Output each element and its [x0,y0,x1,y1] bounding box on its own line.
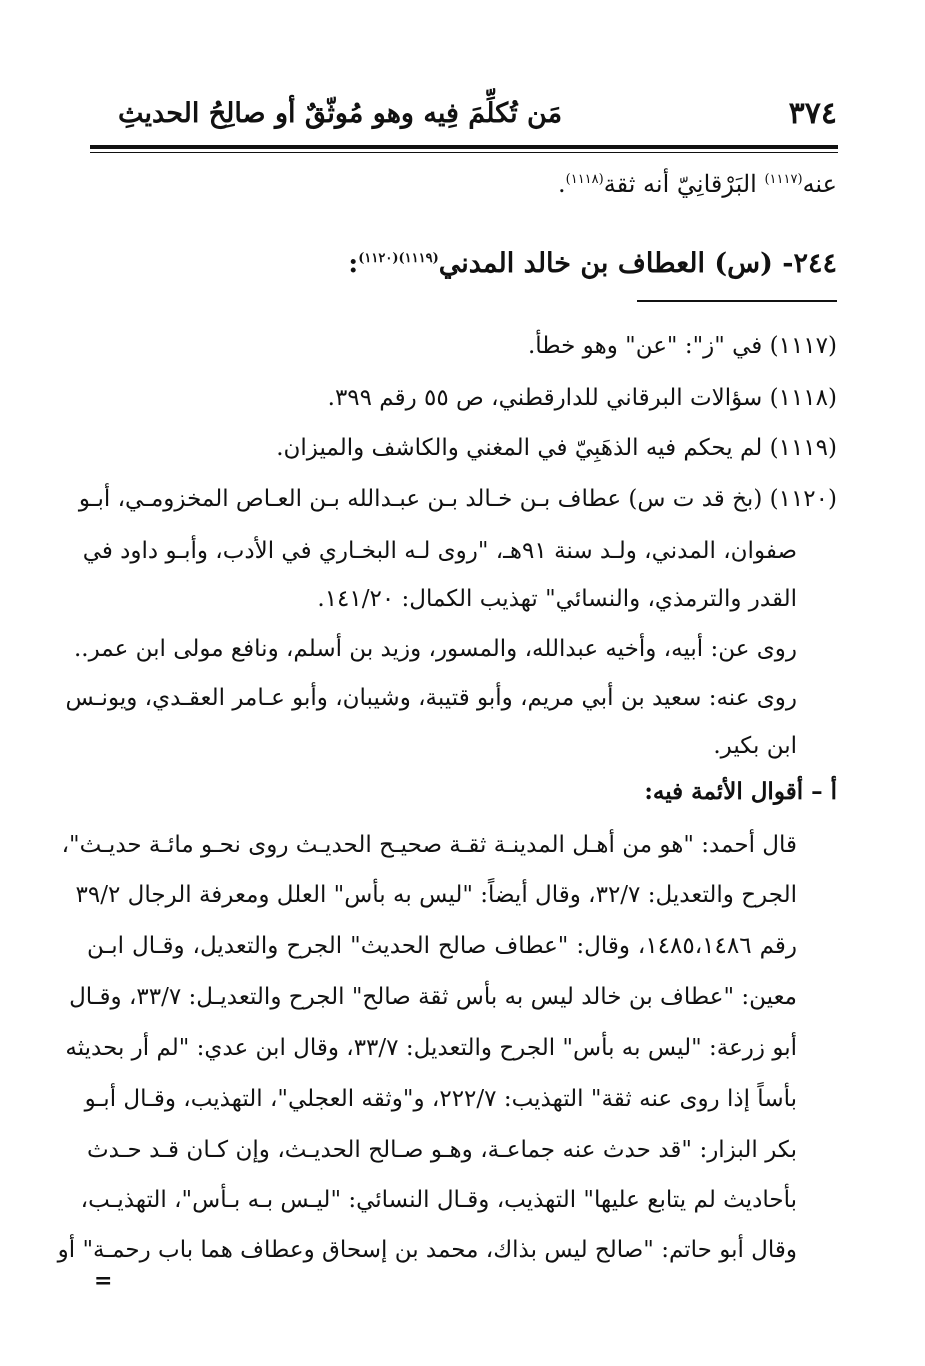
paragraph-line: بأحاديث لم يتابع عليها" التهذيب، وقـال النسائي: "ليـس بـه بـأس"، التهذيـب، [80,1187,797,1213]
footnote-ref: (١١١٧) [764,172,803,187]
footnote-continuation-line: روى عنه: سعيد بن أبي مريم، وأبو قتيبة، وشيبان، وأبو عـامر العقـدي، ويونـس [65,685,797,711]
body-text: عنه [802,170,837,198]
continuation-mark: = [94,1268,113,1294]
footnote-separator [637,300,837,302]
footnote-1118: (١١١٨) سؤالات البرقاني للدارقطني، ص ٥٥ رقم ٣٩٩. [327,385,837,411]
footnote-continuation-line: القدر والترمذي، والنسائي" تهذيب الكمال: ١٤١/٢٠. [317,586,797,612]
footnote-1119: (١١١٩) لم يحكم فيه الذهَبِيّ في المغني والكاشف والميزان. [276,435,837,461]
header-rule-thin [90,152,838,153]
footnote-ref: (١١١٨) [565,172,604,187]
footnote-ref: (١١١٩)(١١٢٠) [358,251,439,266]
running-header-title: مَن تُكلِّمَ فِيه وهو مُوثّقٌ أو صالِحُ الحديثِ [118,98,563,129]
paragraph-line: معين: "عطاف بن خالد ليس به بأس ثقة صالح" الجرح والتعديـل: ٣٣/٧، وقـال [69,984,797,1010]
paragraph-line: قال أحمد: "هو من أهـل المدينـة ثقـة صحيـح الحديـث روى نحـو مائـة حديـث"، [61,832,797,858]
page-number: ٣٧٤ [788,96,837,131]
header-rule-thick [90,145,838,149]
body-text: . [558,170,566,198]
paragraph-line: الجرح والتعديل: ٣٢/٧، وقال أيضاً: "ليس به بأس" العلل ومعرفة الرجال ٣٩/٢ [75,882,797,908]
footnote-continuation-line: صفوان، المدني، ولـد سنة ٩١هـ، "روى لـه البخـاري في الأدب، وأبـو داود في [82,538,797,564]
footnote-1120: (١١٢٠) (بخ قد ت س) عطاف بـن خـالد بـن عبـدالله بـن العـاص المخزومـي، أبـو [78,486,837,512]
section-heading: أ – أقوال الأئمة فيه: [644,778,837,805]
entry-heading-text: ٢٤٤- (س) العطاف بن خالد المدني [438,248,837,279]
paragraph-line: بكر البزار: "قد حدث عنه جماعـة، وهـو صـالح الحديـث، وإن كـان قـد حـدث [87,1137,797,1163]
body-text: البَرْقانِيّ أنه ثقة [603,170,765,198]
footnote-1117: (١١١٧) في "ز": "عن" وهو خطأ. [527,333,837,359]
paragraph-line: وقال أبو حاتم: "صالح ليس بذاك، محمد بن إسحاق وعطاف هما باب رحمـة" أو [57,1237,797,1263]
body-text-line [558,170,837,198]
entry-heading [348,248,837,279]
paragraph-line: رقم ١٤٨٥،١٤٨٦، وقال: "عطاف صالح الحديث" الجرح والتعديل، وقـال ابـن [87,933,797,959]
footnote-continuation-line: ابن بكير. [713,733,797,759]
footnote-continuation-line: روى عن: أبيه، وأخيه عبدالله، والمسور، وزيد بن أسلم، ونافع مولى ابن عمر.. [73,636,797,662]
paragraph-line: أبو زرعة: "ليس به بأس" الجرح والتعديل: ٣٣/٧، وقال ابن عدي: "لم أر بحديثه [65,1035,797,1061]
entry-heading-end: : [348,248,359,279]
paragraph-line: بأساً إذا روى عنه ثقة" التهذيب: ٢٢٢/٧، و"وثقه العجلي"، التهذيب، وقـال أبـو [84,1086,797,1112]
